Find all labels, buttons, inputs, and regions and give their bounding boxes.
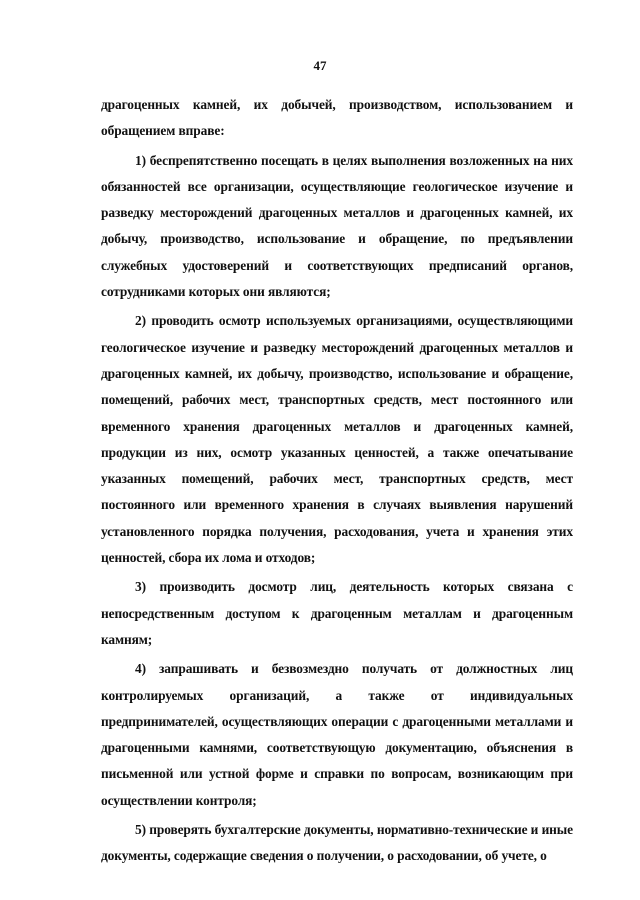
paragraph-item-5: 5) проверять бухгалтерские документы, нормативно-технические и иные документы, содержащие сведения о получении, о расходовании, об учете, о bbox=[101, 822, 573, 864]
page-number: 47 bbox=[313, 58, 327, 73]
paragraph-item-3: 3) производить досмотр лиц, деятельность которых связана с непосредственным доступом к драгоценным металлам и драгоценным камням; bbox=[101, 579, 573, 647]
paragraph-item-1: 1) беспрепятственно посещать в целях выполнения возложенных на них обязанностей все организации, осуществляющие геологическое изучение и разведку месторождений драгоценных металлов и драгоценных камней, их добычу, производство, использование и обращение, по предъявлении служебных удостоверений и соответствующих предписаний органов, сотрудниками которых они являются; bbox=[101, 152, 573, 300]
paragraph-continuation: драгоценных камней, их добычей, производством, использованием и обращением вправе: bbox=[101, 97, 573, 139]
paragraph-item-2: 2) проводить осмотр используемых организациями, осуществляющими геологическое изучение и разведку месторождений драгоценных металлов и драгоценных камней, их добычу, производство, использование и обращение, помещений, рабочих мест, транспортных средств, мест постоянного или временного хранения драгоценных металлов и драгоценных камней, продукции из них, осмотр указанных ценностей, а также опечатывание указанных помещений, рабочих мест, транспортных средств, мест постоянного или временного хранения в случаях выявления нарушений установленного порядка получения, расходования, учета и хранения этих ценностей, сбора их лома и отходов; bbox=[101, 313, 573, 566]
document-body bbox=[101, 92, 573, 870]
paragraph-item-4: 4) запрашивать и безвозмездно получать от должностных лиц контролируемых организаций, а также от индивидуальных предпринимателей, осуществляющих операции с драгоценными металлами и драгоценными камнями, соответствующую документацию, объяснения в письменной или устной форме и справки по вопросам, возникающим при осуществлении контроля; bbox=[101, 661, 573, 808]
